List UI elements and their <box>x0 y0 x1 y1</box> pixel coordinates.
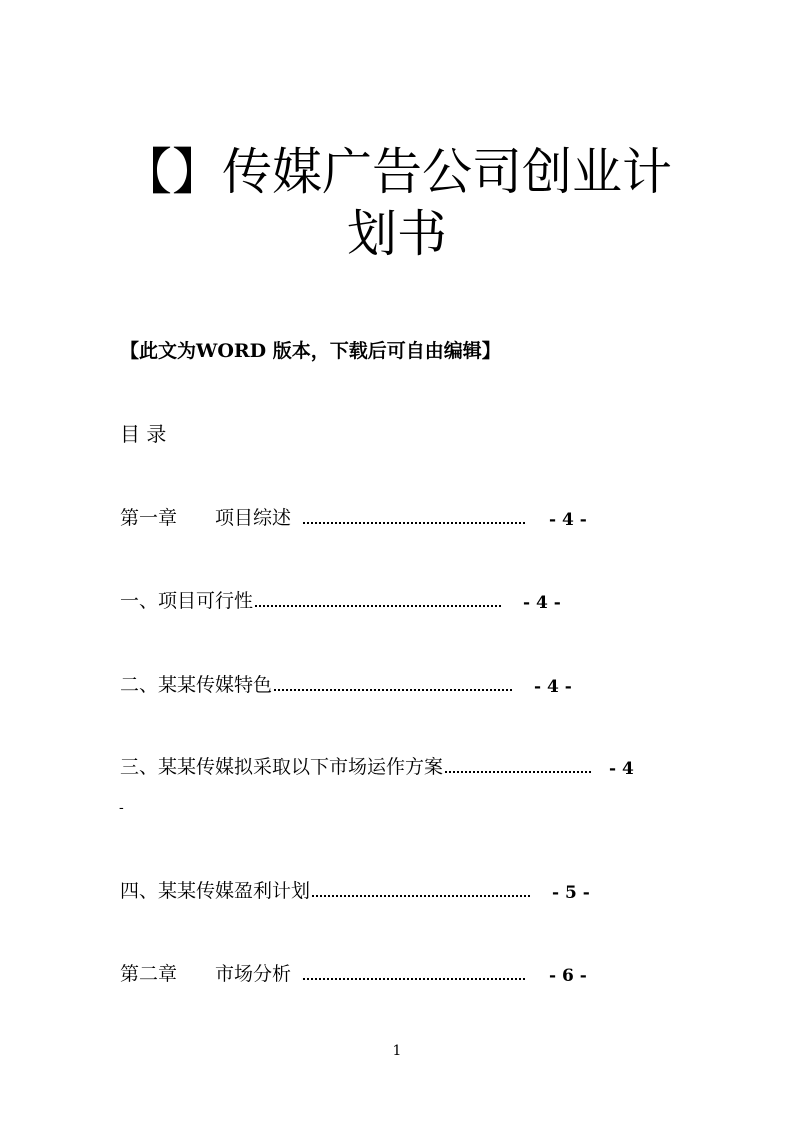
toc-entry-page: - 4 - <box>523 593 561 613</box>
toc-entry-page: - 4 - <box>549 510 587 530</box>
toc-entry[interactable] <box>120 671 572 697</box>
toc-entry-label: 二、某某传媒特色 <box>120 674 273 696</box>
toc-leader <box>303 522 525 524</box>
toc-entry-page: - 4 <box>609 759 634 779</box>
toc-entry[interactable] <box>120 877 590 903</box>
page-number: 1 <box>392 1043 402 1059</box>
toc-leader <box>274 689 512 691</box>
toc-entry-label: 四、某某传媒盈利计划 <box>120 880 311 902</box>
toc-leader <box>303 978 525 980</box>
toc-heading: 目 录 <box>120 422 167 446</box>
toc-entry[interactable] <box>120 587 561 613</box>
toc-entry[interactable] <box>120 753 634 779</box>
toc-entry[interactable] <box>120 504 587 530</box>
toc-entry-label: 第二章 市场分析 <box>120 963 292 985</box>
toc-entry-label: 一、项目可行性 <box>120 590 254 612</box>
document-title-line-1: 【】传媒广告公司创业计 <box>122 143 672 201</box>
subtitle-note: 【此文为WORD 版本，下载后可自由编辑】 <box>120 340 501 362</box>
toc-leader <box>312 895 530 897</box>
toc-entry[interactable] <box>120 960 587 986</box>
toc-entry-label: 三、某某传媒拟采取以下市场运作方案 <box>120 756 444 778</box>
toc-leader <box>255 605 501 607</box>
toc-entry-page-wrap: - <box>119 800 124 816</box>
toc-entry-page: - 4 - <box>534 677 572 697</box>
toc-entry-page: - 5 - <box>552 883 590 903</box>
toc-entry-page: - 6 - <box>549 966 587 986</box>
toc-leader <box>445 771 591 773</box>
document-title-line-2: 划书 <box>347 205 447 263</box>
toc-entry-label: 第一章 项目综述 <box>120 507 292 529</box>
